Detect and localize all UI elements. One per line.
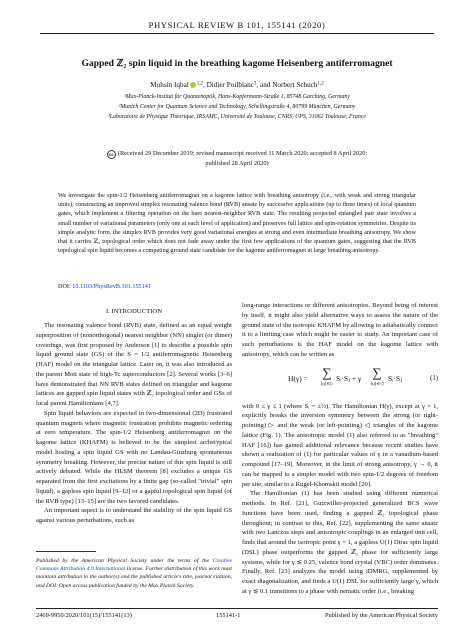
received-line: published 28 April 2020) <box>205 160 269 167</box>
equation-term: Sᵢ·Sⱼ + γ <box>336 373 362 383</box>
paragraph: The Hamiltonian (1) has been studied using different numerical methods. In Ref. [21], Gutzwiller-projected generalized BCS wave functions have been used, finding a gapped ℤ₂ topological phase throughout; in contrast to this, Ref. [22], supplementing the same ansatz with two Lanczos steps and anisotropic couplings in an enlarged unit cell, finds that around the isotropic point γ = 1, a gapless U(1) Dirac spin liquid (DSL) phase outperforms the gapped ℤ₂ phase for sufficiently large systems, while for γ ≲ 0.25, valence bond crystal (VBC) order dominates. Finally, Ref. [23] analyzes the model using iDMRG, supplemented by exact diagonalization, and finds a U(1) DSL for sufficiently large γ, which at γ ≲ 0.1 transitions to a phase with nematic order (i.e., breaking <box>242 490 438 595</box>
license-link[interactable]: Creative Commons Attribution 4.0 International <box>36 558 232 573</box>
sum-symbol: ∑ ⟨ij⟩∈◁ <box>366 364 388 386</box>
page-number: 155141-1 <box>216 612 241 619</box>
affiliation: ¹Max-Planck-Institut für Quantenoptik, Hans-Kopfermann-Straße 1, 85748 Garching, Germany <box>123 94 350 100</box>
paragraph: An important aspect is to understand the stability of the spin liquid GS against various perturbations, such as <box>36 507 232 524</box>
affiliation: ²Munich Center for Quantum Science and Technology, Schellingstraße 4, 80799 München, Germany <box>118 104 356 110</box>
author-affil-sup: 1,2 <box>196 81 204 87</box>
sum-subscript: ⟨ij⟩∈▷ <box>320 380 334 386</box>
author-name: Mohsin Iqbal <box>150 81 189 89</box>
doi-line <box>58 283 151 290</box>
received-dates <box>60 149 414 169</box>
footer-rule <box>36 608 438 609</box>
abstract: We investigate the spin-1/2 Heisenberg antiferromagnet on a kagome lattice with breathing anisotropy (i.e., with weak and strong triangular units), constructing an improved simplex resonating valence bond (RVB) ansatz by successive applications (up to three times) of local quantum gates, which implement a filtering operation on the bare nearest-neighbor RVB state. The resulting projected entangled pair state involves a small number of variational parameters (only one at each level of application) and preserves full lattice and spin-rotation symmetries. Despite its simple analytic form, the simplex RVB provides very good variational energies at strong and even intermediate breathing anisotropy. We show that it carries ℤ₂ topological order which does not fade away under the first few applications of the quantum gates, suggesting that the RVB topological spin liquid becomes a competing ground state candidate for the kagome antiferromagnet at large breathing anisotropy. <box>58 192 416 255</box>
equation-term: Sᵢ·Sⱼ <box>388 373 403 383</box>
equation-lhs: H(γ) = <box>288 373 308 383</box>
footnote-rule <box>36 551 96 552</box>
author-affil-sup: 3 <box>253 81 257 87</box>
paragraph: The resonating valence bond (RVB) state, defined as an equal weight superposition of (nonorthogonal) nearest neighbor (NN) singlet (or dimer) coverings, was first proposed by Anderson [1] to describe a possible spin liquid ground state (GS) of the S = 1/2 antiferromagnetic Heisenberg (HAF) model on the triangular lattice. Later on, it was also introduced as the parent Mott state of high-Tc superconductors [2]. Several works [3–6] have demonstrated that NN RVB states defined on triangular and kagome lattices are gapped spin liquid states with ℤ₂ topological order and GSs of local parent Hamiltonians [4,7]. <box>36 322 232 407</box>
author-name: Norbert Schuch <box>272 81 318 89</box>
paragraph: Spin liquid behaviors are expected in two-dimensional (2D) frustrated quantum magnets where magnetic frustration prohibits magnetic ordering at zero temperature. The spin-1/2 Heisenberg antiferromagnet on the kagome lattice (KHAFM) is believed to be the simplest archetypical model hosting a spin liquid GS with no Landau-Ginzburg spontaneous symmetry breaking. However, the precise nature of this spin liquid is still actively debated. While the HLSM theorem [8] excludes a unique GS separated from the first excitations by a finite gap (so-called "trivial" spin liquid), a gapless spin liquid [9–12] or a gapful topological spin liquid (of the RVB type) [13–15] are the two favored candidates. <box>36 409 232 505</box>
left-column <box>36 321 232 526</box>
footer-issn: 2469-9950/2020/101(15)/155141(13) <box>36 612 132 619</box>
equation-number: (1) <box>430 374 438 382</box>
equation-1 <box>242 364 438 398</box>
section-heading: I. INTRODUCTION <box>105 308 163 315</box>
paragraph: with 0 ≤ γ ≤ 1 (where Sᵢ = ±½). The Hamiltonian H(γ), except at γ = 1, explicitly breaks the inversion symmetry between the strong (or right-pointing) ▷ and the weak (or left-pointing) ◁ triangles of the kagome lattice (Fig. 1). The anisotropic model (1) also referred to as "breathing" HAF [16]) has gained additional relevance because recent studies have shown a realization of (1) for particular values of γ in a vanadium-based compound [17–19]. Moreover, in the limit of strong anisotropy, γ → 0, it can be mapped to a simpler model with two spin-1/2 degrees of freedom per site, similar to a Kugel-Khomskii model [20]. <box>242 402 438 488</box>
sum-subscript: ⟨ij⟩∈◁ <box>370 380 384 386</box>
footnote-text: Published by the American Physical Society under the terms of the <box>36 558 210 564</box>
paper-title: Gapped ℤ₂ spin liquid in the breathing kagome Heisenberg antiferromagnet <box>81 58 393 69</box>
running-head: PHYSICAL REVIEW B 101, 155141 (2020) <box>148 20 326 30</box>
doi-label: DOI: <box>58 283 71 290</box>
open-access-footnote <box>36 557 232 590</box>
author-list: Mohsin Iqbal $^{1,2}$, Didier Poilblanc$^3$, and Norbert Schuch$^{1,2}$ <box>150 81 324 89</box>
author-name: Didier Poilblanc <box>206 81 254 89</box>
footer-publisher: Published by the American Physical Society <box>324 612 438 619</box>
doi-link[interactable]: 10.1103/PhysRevB.101.155141 <box>72 283 151 290</box>
footnote-text: license. Further distribution of this work must maintain attribution to the author(s) and the published article's title, journal citation, and DOI. Open access publication funded by the Max Planck Society. <box>36 566 232 589</box>
paragraph: long-range interactions or different anisotropies. Beyond being of interest by itself, it might also yield alternative ways to assess the nature of the ground state of the isotropic KHAFM by allowing to adiabatically connect it to a limiting case which might be easier to study. An important case of such perturbations is the HAF model on the kagome lattice with anisotropy, which can be written as <box>242 302 438 358</box>
orcid-icon[interactable] <box>190 82 196 88</box>
header-rule <box>40 33 434 34</box>
creative-commons-icon: cc <box>108 152 114 157</box>
sum-symbol: ∑ ⟨ij⟩∈▷ <box>316 364 338 386</box>
author-affil-sup: 1,2 <box>317 81 324 87</box>
received-line: (Received 29 December 2019; revised manuscript received 11 March 2020; accepted 8 April 2020; <box>117 150 368 157</box>
right-column <box>242 301 438 597</box>
affiliation: ³Laboratoire de Physique Théorique, IRSAMC, Université de Toulouse, CNRS, UPS, 31062 Toulouse, France <box>108 114 366 120</box>
